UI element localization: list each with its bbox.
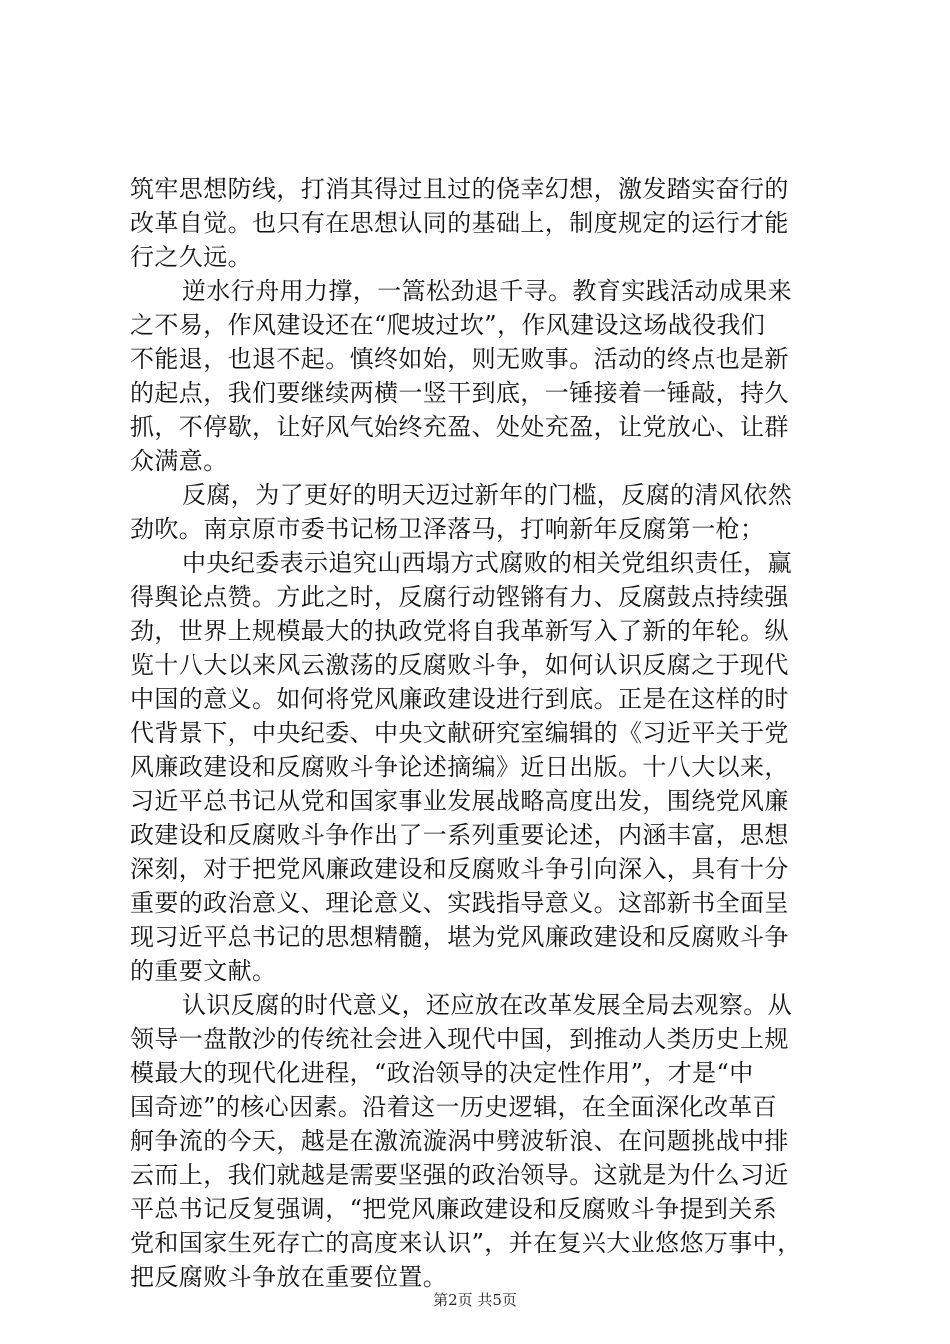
text-line: 代背景下，中央纪委、中央文献研究室编辑的《习近平关于党: [130, 719, 789, 747]
text-line: 劲吹。南京原市委书记杨卫泽落马，打响新年反腐第一枪；: [130, 515, 765, 543]
text-line: 模最大的现代化进程，“政治领导的决定性作用”，才是“中: [130, 1059, 754, 1087]
text-line: 风廉政建设和反腐败斗争论述摘编》近日出版。十八大以来，: [130, 753, 789, 781]
text-line: 国奇迹”的核心因素。沿着这一历史逻辑，在全面深化改革百: [130, 1093, 778, 1121]
text-line: 得舆论点赞。方此之时，反腐行动铿锵有力、反腐鼓点持续强: [130, 583, 789, 611]
text-line: 深刻，对于把党风廉政建设和反腐败斗争引向深入，具有十分: [130, 855, 789, 883]
text-line: 反腐，为了更好的明天迈过新年的门槛，反腐的清风依然: [182, 481, 792, 509]
document-body: [130, 172, 830, 1294]
text-line: 认识反腐的时代意义，还应放在改革发展全局去观察。从: [182, 991, 792, 1019]
text-line: 重要的政治意义、理论意义、实践指导意义。这部新书全面呈: [130, 889, 789, 917]
text-line: 不能退，也退不起。慎终如始，则无败事。活动的终点也是新: [130, 345, 789, 373]
text-line: 的起点，我们要继续两横一竖干到底，一锤接着一锤敲，持久: [130, 379, 789, 407]
text-line: 筑牢思想防线，打消其得过且过的侥幸幻想，激发踏实奋行的: [130, 175, 789, 203]
text-line: 抓，不停歇，让好风气始终充盈、处处充盈，让党放心、让群: [130, 413, 789, 441]
text-line: 把反腐败斗争放在重要位置。: [130, 1263, 448, 1291]
text-line: 行之久远。: [130, 243, 252, 271]
text-line: 之不易，作风建设还在“爬坡过坎”，作风建设这场战役我们: [130, 311, 766, 339]
text-line: 政建设和反腐败斗争作出了一系列重要论述，内涵丰富，思想: [130, 821, 789, 849]
text-line: 现习近平总书记的思想精髓，堪为党风廉政建设和反腐败斗争: [130, 923, 789, 951]
text-line: 中国的意义。如何将党风廉政建设进行到底。正是在这样的时: [130, 685, 789, 713]
text-line: 舸争流的今天，越是在激流漩涡中劈波斩浪、在问题挑战中排: [130, 1127, 789, 1155]
text-line: 云而上，我们就越是需要坚强的政治领导。这就是为什么习近: [130, 1161, 789, 1189]
text-line: 改革自觉。也只有在思想认同的基础上，制度规定的运行才能: [130, 209, 789, 237]
text-line: 劲，世界上规模最大的执政党将自我革新写入了新的年轮。纵: [130, 617, 789, 645]
text-line: 的重要文献。: [130, 957, 277, 985]
text-line: 览十八大以来风云激荡的反腐败斗争，如何认识反腐之于现代: [130, 651, 789, 679]
text-line: 众满意。: [130, 447, 228, 475]
text-line: 领导一盘散沙的传统社会进入现代中国，到推动人类历史上规: [130, 1025, 789, 1053]
text-line: 习近平总书记从党和国家事业发展战略高度出发，围绕党风廉: [130, 787, 789, 815]
page-footer: 第2页 共5页: [433, 1291, 517, 1309]
text-line: 平总书记反复强调，“把党风廉政建设和反腐败斗争提到关系: [130, 1195, 778, 1223]
text-line: 中央纪委表示追究山西塌方式腐败的相关党组织责任，赢: [182, 549, 792, 577]
text-line: 党和国家生死存亡的高度来认识”，并在复兴大业悠悠万事中，: [130, 1229, 802, 1257]
text-line: 逆水行舟用力撑，一篙松劲退千寻。教育实践活动成果来: [182, 277, 792, 305]
